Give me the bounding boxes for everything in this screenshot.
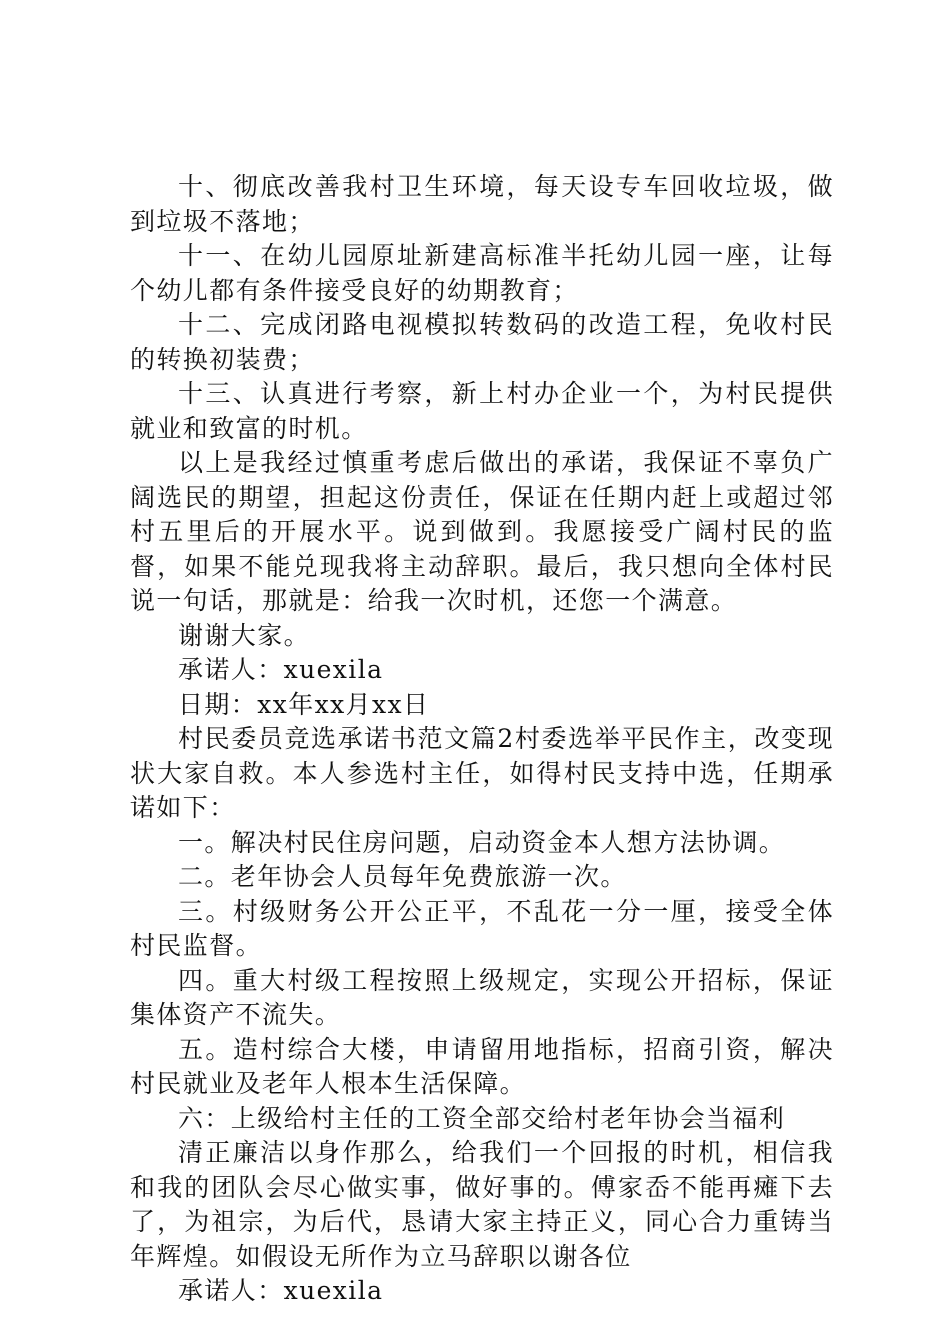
paragraph-item-5: 五。造村综合大楼，申请留用地指标，招商引资，解决村民就业及老年人根本生活保障。 bbox=[130, 1034, 834, 1098]
paragraph-thanks: 谢谢大家。 bbox=[178, 620, 311, 650]
paragraph-item-10: 十、彻底改善我村卫生环境，每天设专车回收垃圾，做到垃圾不落地； bbox=[130, 172, 834, 236]
paragraph-date: 日期：xx年xx月xx日 bbox=[178, 689, 430, 719]
document-page bbox=[130, 170, 834, 1309]
paragraph-item-2: 二。老年协会人员每年免费旅游一次。 bbox=[178, 862, 627, 891]
paragraph-item-11: 十一、在幼儿园原址新建高标准半托幼儿园一座，让每个幼儿都有条件接受良好的幼期教育； bbox=[130, 241, 834, 305]
paragraph-item-12: 十二、完成闭路电视模拟转数码的改造工程，免收村民的转换初装费； bbox=[130, 310, 834, 374]
paragraph-section-2-intro: 村民委员竞选承诺书范文篇2村委选举平民作主，改变现状大家自救。本人参选村主任，如得村民支持中选，任期承诺如下： bbox=[130, 724, 834, 822]
paragraph-item-3: 三。村级财务公开公正平，不乱花一分一厘，接受全体村民监督。 bbox=[130, 896, 834, 960]
paragraph-closing: 清正廉洁以身作那么，给我们一个回报的时机，相信我和我的团队会尽心做实事，做好事的。傅家岙不能再瘫下去了，为祖宗，为后代，恳请大家主持正义，同心合力重铸当年辉煌。如假设无所作为立马辞职以谢各位 bbox=[130, 1138, 834, 1271]
paragraph-item-1: 一。解决村民住房问题，启动资金本人想方法协调。 bbox=[178, 827, 786, 857]
paragraph-item-13: 十三、认真进行考察，新上村办企业一个，为村民提供就业和致富的时机。 bbox=[130, 379, 834, 443]
paragraph-item-6: 六：上级给村主任的工资全部交给村老年协会当福利 bbox=[178, 1103, 786, 1133]
paragraph-signatory-2: 承诺人：xuexila bbox=[178, 1276, 384, 1305]
paragraph-pledge-summary: 以上是我经过慎重考虑后做出的承诺，我保证不辜负广阔选民的期望，担起这份责任，保证在任期内赶上或超过邻村五里后的开展水平。说到做到。我愿接受广阔村民的监督，如果不能兑现我将主动辞职。最后，我只想向全体村民说一句话，那就是：给我一次时机，还您一个满意。 bbox=[130, 448, 834, 615]
paragraph-signatory-1: 承诺人：xuexila bbox=[178, 655, 384, 684]
paragraph-item-4: 四。重大村级工程按照上级规定，实现公开招标，保证集体资产不流失。 bbox=[130, 965, 834, 1029]
